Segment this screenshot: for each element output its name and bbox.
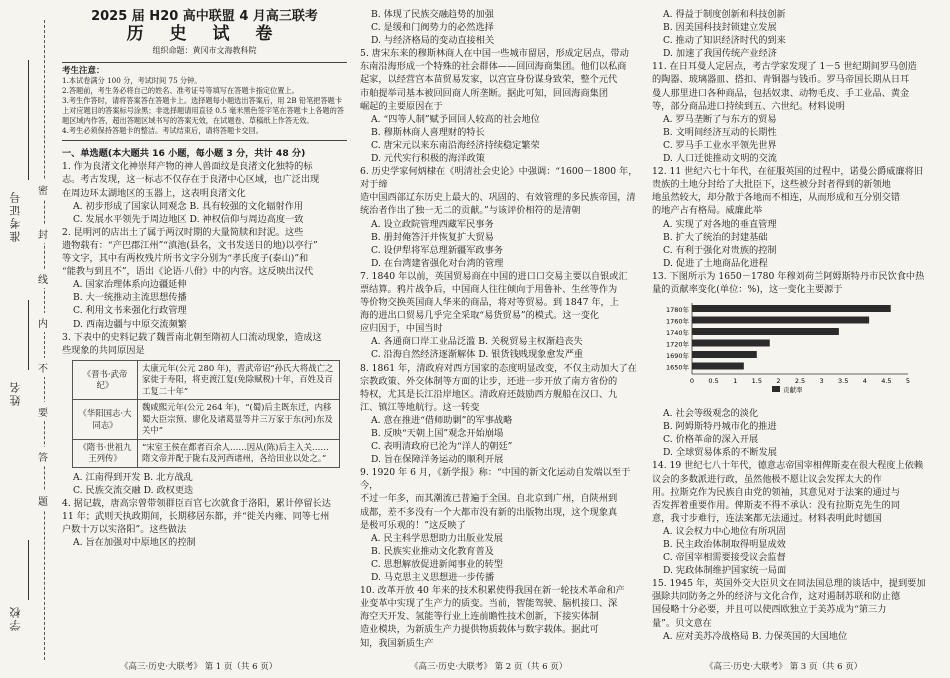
page-1-column [62,8,347,549]
question-text: 造中国西部辽东历史上最大的、巩固的、有效管理的多民族帝国，清 [360,192,636,204]
question-stem: 2. 昆明河的店出土了属于两汉时期的大量简牍和封泥。这些 [62,226,304,238]
category-label: 1720年 [665,340,689,349]
questions-10-13 [652,8,937,296]
answer-option: B. 穆斯林商人喜理财的特长 [371,126,485,138]
question-text: 遗物载有：“产巴郡江州”“滇池(县名，文书发送日的地)以亭行” [62,239,318,251]
question-text: 票结算。鸦片战争后，中国商人往往倾向于用鲁补、生丝等作为 [360,283,618,295]
seal-word: 封 [38,224,48,243]
answer-option: A. 罗马垄断了与东方的贸易 [663,113,777,125]
answer-option: A. 实现了对各地的垂直管理 [663,218,777,230]
answer-option: D. 人口迁徙推动文明的交流 [663,153,777,165]
question-text: 等文字，其中有两枚残片所书文字分别为“孝氏度子(泰山)”和 [62,253,309,265]
category-label: 1760年 [665,317,689,326]
answer-option: A. 民主科学思想助力出版业发展 [371,532,503,544]
question-text: 起家，以经营宫本苗贸易发家，以宫宣身份谋身致荣，整个元代 [360,74,618,86]
category-label: 1740年 [665,329,689,338]
table-row [73,400,340,440]
answer-option: B. 因美国科技封锁建立发展 [663,22,777,34]
source-cell: 《隋书·世祖九王列传》 [73,439,138,467]
question-stem: 14. 19 世纪七八十年代，德意志帝国宰相俾斯麦在很大程度上依赖 [652,460,924,472]
source-cell: 《华阳国志·大同志》 [73,400,138,440]
record-cell: 魏咸熙元年(公元 264 年)，“(蜀)后主既东迁，内移蜀大臣宗预、廖化及诸葛显等并三万家于东(河)东及关中” [138,400,340,440]
answer-option: D. 加速了我国传统产业经济 [663,48,777,60]
exam-title: 2025 届 H20 高中联盟 4 月高三联考 [91,9,318,24]
question-text: 11 年；武则天执政期间，长期移居东都，并“徙关内雍、同等七州 [62,511,330,523]
source-cell: 《晋书·武帝纪》 [73,360,138,400]
question-text: 宗教政策、外交体制等方面的让步，还进一步开放了南方省份的 [360,375,618,387]
answer-option: A. 得益于制度创新和科技创新 [663,9,786,20]
record-cell: “宋室王侯在都者百余人……因从(陈)后主入关……隋文帝并配于陇右及河西诸州，各给田业以处之。” [138,439,340,467]
question-text: 意，我寸步难行，连法案都无法通过。材料表明此时德国 [652,512,882,524]
question-text: 等，部分商品进口持续到五、六世纪。材料说明 [652,100,845,112]
question-text: 崛起的主要原因在于 [360,100,443,112]
question-stem: 9. 1920 年 6 月，《新学报》称：“中国的新文化运动自发端以至于今， [360,467,631,492]
answer-option: A. 旨在加强对中原地区的控制 [73,537,196,549]
name-label: 姓名 [9,380,22,406]
footer-page-2: 《高三·历史·大联考》 第 2 页（共 6 页） [410,662,568,672]
answer-option: B. 民主政治体制取得明显成效 [663,539,786,550]
seal-word: 内 [38,313,48,332]
answer-option: B. 体现了民族交融趋势的加强 [371,9,494,20]
bar [692,340,770,347]
exam-notice [62,62,347,141]
x-tick-label: 4 [862,377,867,386]
question-text: 业变革中实现了生产力的质变。当前，智能驾驶、脑机接口、深 [360,598,618,610]
answer-option: C. 帝国宰相需要接受议会监督 [663,552,786,564]
notice-line: 3.考生作答时，请将答案答在答题卡上。选择题每小题选出答案后，用 2B 铅笔把答题卡上对应题目的答案标号涂黑；非选择题请用直径 0.5 毫米黑色签字笔在答题卡上各题的答题区域内作答，超出答题区域书写的答案无效，在试题卷、草稿纸上作答无效。 [62,96,344,126]
x-tick-label: 3.5 [838,377,849,386]
answer-option: B. 大一统推动主流思想传播 [73,292,187,304]
question-text: 志。考古发现，这一标志不仅存在于良渚中心区域，也广泛出现 [62,174,320,186]
questions-4-10 [360,8,640,650]
notice-line: 4.考生必须保持答题卡的整洁。考试结束后，请将答题卡交回。 [62,126,263,136]
subject-title: 历 史 试 卷 [126,24,283,45]
question-stem: 6. 历史学家何炳棣在《明清社会史论》中强调：“1600－1800 年，对于缔 [360,166,638,191]
question-text: 地虽然较大，却分散于各地而不相连，从而形成和互分别交错 [652,192,901,204]
question-text: 的陶器、玻璃器皿、搭扣、青铜器与钱币。罗马帝国长期从日耳 [652,74,910,86]
question-text: 贵族的土地分封给了大批臣下，这些被分封者得到的新领地 [652,179,891,191]
answer-option: C. 有利于强化对贵族的控制 [663,244,777,256]
x-tick-label: 2 [776,377,781,386]
x-tick-label: 2.5 [794,377,806,386]
x-tick-label: 1.5 [751,377,762,386]
name-line [28,300,30,370]
footer-page-3: 《高三·历史·大联考》 第 3 页（共 6 页） [705,662,863,672]
notice-title: 考生注意： [62,66,105,77]
x-tick-label: 0 [689,377,695,386]
page-3-column [652,8,937,643]
answer-option: C. 推动了知识经济时代的到来 [663,35,786,47]
legend-swatch [772,386,780,392]
school-line [28,540,30,600]
answer-option: C. 罗马手工业水平领先世界 [663,139,777,151]
answer-option: B. 文明间经济互动的长期性 [663,126,777,138]
x-tick-label: 4.5 [881,377,892,386]
question-stem: 4. 据记载，唐高宗曾带领群臣百官七次就食于洛阳，累计停留长达 [62,497,331,509]
seal-word: 线 [38,269,48,288]
ticket-line [28,60,30,180]
question-text: 议会的多数派进行政，虽然他极不愿让议会发挥太大的作 [652,473,882,485]
question-text: 特权，尤其是长江沿岸地区。清政府还鼓励西方舰船在汉口、九 [360,388,618,400]
x-tick-label: 3 [819,377,824,386]
question-text: 曼人那里进口各种商品，包括奴隶、动物毛皮、手工业品、黄金 [652,87,910,99]
answer-option: C. 表明清政府已沦为“洋人的朝廷” [371,441,513,453]
answer-option: D. 与经济格局的变动直接相关 [371,35,495,47]
seal-word: 要 [38,402,48,421]
question-stem: 11. 在日耳曼人定居点，考古学家发现了 1－5 世纪期间罗马创造 [652,61,917,73]
answer-option: A. 各通商口岸工业品泛滥 B. 关税贸易主权渐趋丧失 [371,336,583,348]
question-text: 否发挥着重要作用。俾斯麦不得不承认：没有拉斯克先生的同 [652,499,901,511]
question-text: “能教与到且不”，语出《论语·八佾》中的内容。这反映出汉代 [62,266,314,278]
question-text: 东南沿海形成一个特殊的社会群体——回回海商集团。他们以私商 [360,61,627,73]
question-text: 些现象的共同原因是 [62,344,145,356]
answer-option: A. 设立政院管理西藏军民事务 [371,218,494,230]
seal-word: 题 [38,491,48,510]
table-row [73,439,340,467]
question-text: 造业模块，为新质生产力提供物质载体与数字载体。据此可 [360,624,599,636]
answer-option: B. 扩大了统治的封建基础 [663,231,768,243]
question-text: 江、镇江等地航行。这一转变 [360,401,480,413]
calorie-contribution-chart [652,299,922,405]
binding-strip [0,0,58,678]
answer-option: B. 民族实业推动文化教育普及 [371,545,494,557]
answer-option: A. 议会权力中心地位有所巩固 [663,525,786,537]
answer-option: D. 全球贸易体系的不断发展 [663,447,777,459]
answer-option: A. “四等人制”赋予回回人较高的社会地位 [371,113,540,125]
source-table [72,360,340,468]
school-label: 学校 [9,605,22,631]
question-text: 量的贡献率变化(单位：%)，这一变化主要源于 [652,283,843,295]
answer-option: C. 设伊犁将军总理新疆军政事务 [371,244,503,256]
page-2-column [360,8,640,650]
answer-option: C. 是缓和门阀势力的必然选择 [371,22,494,34]
answer-option: C. 沿海自然经济逐渐解体 D. 银货钱贱现象愈发严重 [371,349,584,361]
answer-option: C. 唐宋元以来东南沿海经济持续稳定繁荣 [371,139,540,151]
x-tick-label: 0.5 [708,377,719,386]
footer-page-1: 《高三·历史·大联考》 第 1 页（共 6 页） [120,662,278,672]
question-text: 在周边环太湖地区的玉器上，这表明良渚文化 [62,187,246,199]
x-tick-label: 1 [733,377,738,386]
questions-1-3 [62,160,347,356]
question-text: 海空天开发、氢能等行业上连前瞻性技术创新，下接实体制 [360,611,599,623]
seal-word: 不 [38,358,48,377]
answer-option: D. 西南边疆与中原交流频繁 [73,318,187,330]
record-cell: 太康元年(公元 280 年)，晋武帝诏“孙氏大将战亡之家徙于寿阳，将吏渡江复(免除赋税)十年，百姓及百工复二十年” [138,360,340,400]
bar [692,351,757,358]
questions-13-15 [652,407,937,643]
answer-option: B. 阿姆斯特丹城市化的推进 [663,421,777,433]
question-text: 用。拉斯克作为民族自由党的领袖，其意见对于法案的通过与 [652,486,901,498]
question-stem: 3. 下表中的史料记载了魏晋南北朝至隋初人口流动现象，造成这 [62,331,322,343]
answer-option: D. 在台湾建省强化对台湾的管理 [371,257,504,269]
answer-option: A. 应对美苏冷战格局 B. 力保英国的大国地位 [663,630,848,642]
bar [692,363,744,370]
answer-option: D. 元代实行积极的海洋政策 [371,153,485,165]
question-text: 市舶提举司基本被回回商人所垄断。据此可知，回回海商集团 [360,87,609,99]
question-text: 强除共同防务之外的经济与文化合作，这对遏制苏联和防止德 [652,591,901,603]
question-stem: 8. 1861 年，清政府对西方国家的态度明显改变，不仅主动加大了在 [360,362,637,374]
answer-option: C. 价格革命的深入开展 [663,434,759,446]
question-stem: 10. 改革开放 40 年来的技术积累使得我国在新一轮技术革命和产 [360,585,625,597]
question-text: 是极可乐观的！”这反映了 [360,519,466,531]
section-heading: 一、单选题(本大题共 16 小题，每小题 3 分，共计 48 分) [62,148,306,160]
answer-option: A. 意在推进“借师助剿”的军事战略 [371,414,513,426]
question-text: 等价物交换英国商人华来的商品，将对等贸易。到 1847 年，上 [360,297,619,309]
answer-option: C. 发展水平领先于周边地区 D. 神权信仰与周边高度一致 [73,213,304,225]
question-text: 量”。贝文意在 [652,617,712,629]
answer-option: C. 思想解放促进新闻事业的转型 [371,558,503,570]
x-tick-label: 5 [905,377,911,386]
answer-option: D. 促进了土地商品化进程 [663,257,768,269]
bar-chart-svg [652,299,922,405]
bar [692,305,891,312]
answer-option: C. 民族交流交融 D. 政权更迭 [73,484,194,496]
answer-option: C. 利用文书来强化行政管理 [73,305,187,317]
organizer: 组织命题：黄冈市文海教科院 [152,46,257,56]
question-text: 国侵略十分必要，并且可以使西欧独立于美苏成为“第三力 [652,604,887,616]
answer-option: A. 江南得到开发 B. 北方战乱 [73,471,193,483]
question-stem: 5. 唐宋东来的穆斯林商人在中国一些城市留居，形成定居点，带动 [360,48,629,60]
category-label: 1650年 [665,363,689,372]
question-text: 应归因于，中国当时 [360,323,443,335]
seal-line-words [38,180,48,510]
seal-word: 密 [38,180,48,199]
question-text: 统治者作出了独一无二的贡献。”与该评价相符的是清朝 [360,205,581,217]
bar [692,328,839,335]
question-text: 知，我国新质生产 [360,637,434,649]
notice-line: 1.本试卷满分 100 分，考试时间 75 分钟。 [62,76,202,86]
question-text: 海的进出口贸易几乎完全采取“易货贸易”的模式。这一变化 [360,310,600,322]
table-row [73,360,340,400]
question-text: 户数十万以实洛阳”。这些做法 [62,524,187,536]
category-label: 1690年 [665,352,689,361]
answer-option: B. 反映“天朝上国”观念开始崩塌 [371,428,504,439]
question-stem: 12. 11 世纪六七十年代，在征服英国的过程中，诺曼公爵威廉将旧 [652,166,924,178]
question-stem: 1. 作为良渚文化神崇拜产物的神人兽面纹是良渚文化独特的标 [62,161,313,173]
question-text: 成都，差不多没有一个大都市没有新的出版物出现，这个现象真 [360,506,618,518]
ticket-label: 准考证号 [9,190,22,242]
answer-option: D. 马克思主义思想进一步传播 [371,572,495,584]
question-stem: 7. 1840 年以前，英国贸易商在中国的进口口交易主要以自银或汇 [360,270,628,282]
questions-3-4 [62,471,347,550]
category-label: 1780年 [665,306,689,315]
seal-word: 答 [38,447,48,466]
question-stem: 15. 1945 年，英国外交大臣贝文在同法国总理的谈话中，提到要加 [652,578,926,590]
question-text: 不过一年多，而其潮流已普遍于全国。自北京到广州，自陕州到 [360,493,618,505]
answer-option: D. 宪政体制维护国家统一局面 [663,565,787,577]
bar [692,317,869,324]
question-stem: 13. 下图所示为 1650－1780 年穆刘荷兰阿姆斯特丹市民饮食中热 [652,270,925,282]
answer-option: D. 旨在保障洋务运动的顺利开展 [371,454,504,466]
answer-option: A. 国家治理体系向边疆延伸 [73,279,187,291]
answer-option: A. 社会等级观念的淡化 [663,408,759,420]
answer-option: A. 初步形成了国家认同观念 B. 具有较强的文化辐射作用 [73,200,304,212]
question-text: 的地产占有格局。威廉此举 [652,205,763,217]
legend-label: 贡献率 [783,386,803,395]
answer-option: B. 册封俺答汗并恢复扩大贸易 [371,231,494,243]
notice-line: 2.答题前，考生务必将自己的姓名、准考证号等填写在答题卡指定位置上。 [62,86,299,96]
